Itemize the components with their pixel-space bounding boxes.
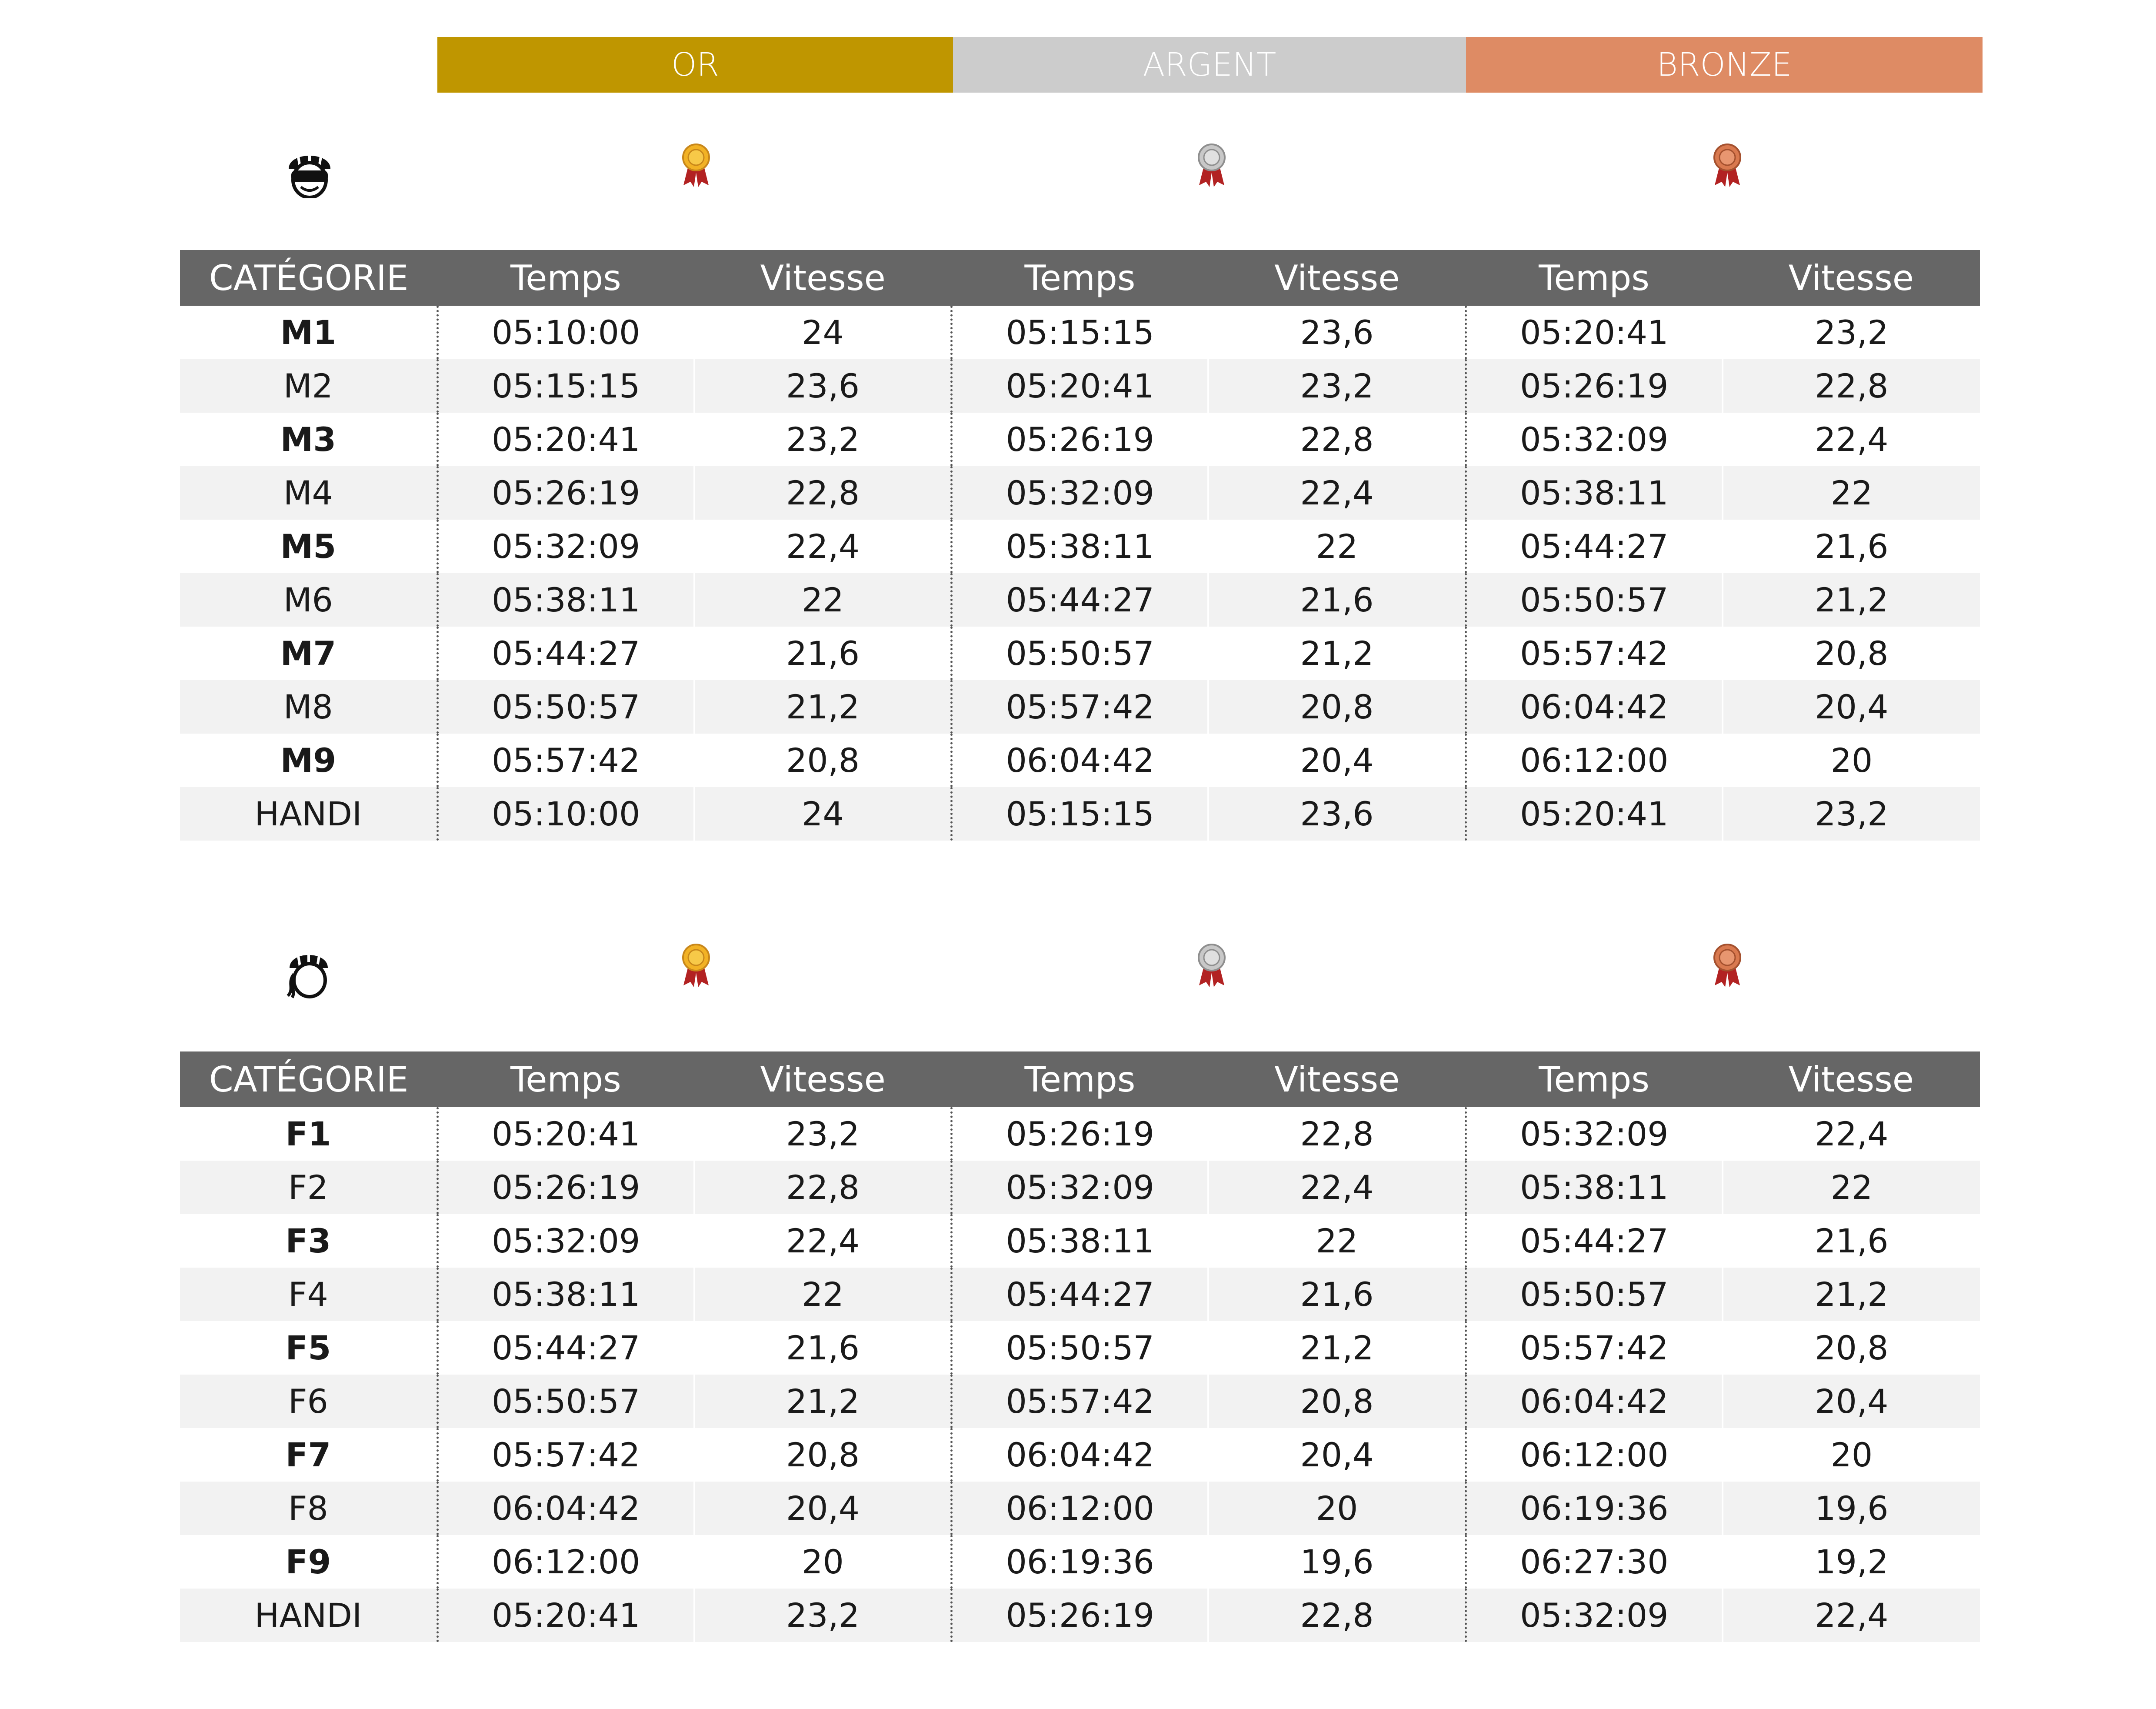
- time-bronze-cell: 05:32:09: [1466, 1589, 1722, 1642]
- time-bronze-cell: 06:27:30: [1520, 1542, 1669, 1581]
- time-bronze-cell: 05:50:57: [1466, 573, 1722, 627]
- gold-medal-icon: [682, 944, 710, 987]
- time-bronze-cell: 05:38:11: [1466, 466, 1722, 520]
- speed-or-cell: 22,8: [694, 1161, 952, 1214]
- cyclist-helmet-man-icon: [285, 144, 334, 198]
- time-bronze-cell: 06:12:00: [1520, 1435, 1669, 1474]
- time-argent-cell: 06:04:42: [1006, 1435, 1154, 1474]
- speed-argent-cell: 22: [1208, 1214, 1466, 1268]
- medal-label-bronze: BRONZE: [1466, 37, 1983, 93]
- time-argent-cell: 05:44:27: [952, 1268, 1208, 1321]
- category-cell: M5: [180, 520, 437, 573]
- women-icon-row: [0, 944, 2156, 1000]
- category-cell: M4: [180, 466, 437, 520]
- speed-bronze-cell: 20,4: [1723, 680, 1980, 734]
- header-category: CATÉGORIE: [180, 1051, 437, 1107]
- speed-argent-cell: 23,6: [1208, 306, 1466, 359]
- category-cell: HANDI: [180, 1589, 437, 1642]
- table-row: [180, 1428, 1980, 1482]
- speed-bronze-cell: 22,4: [1723, 413, 1980, 466]
- speed-or-cell: 22,4: [694, 520, 952, 573]
- speed-or-cell: 23,2: [694, 1107, 952, 1161]
- time-argent-cell: 05:38:11: [1006, 527, 1154, 566]
- medal-label-or: OR: [437, 37, 953, 93]
- header-speed-bronze: Vitesse: [1723, 1051, 1980, 1107]
- table-row: [180, 627, 1980, 680]
- category-cell: F7: [180, 1428, 437, 1482]
- time-or-cell: 05:26:19: [437, 466, 694, 520]
- header-time-bronze: Temps: [1466, 250, 1722, 306]
- category-cell: HANDI: [180, 787, 437, 841]
- header-speed-argent: Vitesse: [1208, 1051, 1466, 1107]
- speed-bronze-cell: 22: [1723, 466, 1980, 520]
- header-time-or: Temps: [437, 250, 694, 306]
- speed-argent-cell: 22,8: [1208, 1589, 1466, 1642]
- speed-or-cell: 21,6: [694, 1321, 952, 1375]
- speed-bronze-cell: 22,4: [1723, 1589, 1980, 1642]
- time-bronze-cell: 06:12:00: [1520, 741, 1669, 780]
- time-bronze-cell: 05:57:42: [1520, 1328, 1669, 1367]
- time-argent-cell: 05:50:57: [1006, 1328, 1154, 1367]
- category-cell: M6: [180, 573, 437, 627]
- men-table-body: [180, 306, 1980, 841]
- speed-bronze-cell: 19,2: [1723, 1535, 1980, 1589]
- speed-argent-cell: 20,4: [1208, 734, 1466, 787]
- time-bronze-cell: 05:44:27: [1520, 1222, 1669, 1260]
- speed-argent-cell: 20,4: [1208, 1428, 1466, 1482]
- speed-argent-cell: 22,8: [1208, 413, 1466, 466]
- table-row: [180, 734, 1980, 787]
- table-row: [180, 1321, 1980, 1375]
- time-or-cell: 05:10:00: [437, 787, 694, 841]
- time-or-cell: 05:32:09: [492, 1222, 640, 1260]
- time-bronze-cell: 05:50:57: [1466, 1268, 1722, 1321]
- speed-or-cell: 22,8: [694, 466, 952, 520]
- time-or-cell: 05:57:42: [492, 741, 640, 780]
- time-bronze-cell: 05:38:11: [1466, 1161, 1722, 1214]
- speed-argent-cell: 21,2: [1208, 627, 1466, 680]
- speed-argent-cell: 22: [1208, 520, 1466, 573]
- silver-medal-icon: [1197, 944, 1226, 987]
- header-speed-bronze: Vitesse: [1723, 250, 1980, 306]
- women-time-table: [180, 1051, 1980, 1642]
- time-or-cell: 06:04:42: [437, 1482, 694, 1535]
- speed-bronze-cell: 22,4: [1723, 1107, 1980, 1161]
- table-row: [180, 520, 1980, 573]
- speed-bronze-cell: 20,4: [1723, 1375, 1980, 1428]
- table-header-row: [180, 250, 1980, 306]
- header-time-argent: Temps: [952, 1051, 1208, 1107]
- category-cell: M8: [180, 680, 437, 734]
- header-speed-or: Vitesse: [694, 250, 952, 306]
- speed-bronze-cell: 20: [1723, 734, 1980, 787]
- speed-bronze-cell: 20,8: [1723, 1321, 1980, 1375]
- women-table-body: [180, 1107, 1980, 1642]
- time-bronze-cell: 06:19:36: [1466, 1482, 1722, 1535]
- speed-bronze-cell: 21,6: [1723, 520, 1980, 573]
- speed-argent-cell: 22,4: [1208, 1161, 1466, 1214]
- men-icon-row: [0, 144, 2156, 200]
- table-row: [180, 1589, 1980, 1642]
- medal-header-bar: [437, 37, 1983, 93]
- time-bronze-cell: 05:20:41: [1466, 787, 1722, 841]
- header-category: CATÉGORIE: [180, 250, 437, 306]
- time-or-cell: 05:50:57: [437, 680, 694, 734]
- category-cell: F2: [180, 1161, 437, 1214]
- speed-bronze-cell: 21,2: [1723, 1268, 1980, 1321]
- silver-medal-icon: [1197, 144, 1226, 187]
- speed-bronze-cell: 23,2: [1723, 787, 1980, 841]
- gold-medal-icon: [682, 144, 710, 187]
- table-row: [180, 680, 1980, 734]
- time-or-cell: 05:20:41: [492, 1115, 640, 1153]
- time-or-cell: 05:44:27: [492, 634, 640, 673]
- table-row: [180, 413, 1980, 466]
- speed-or-cell: 24: [694, 306, 952, 359]
- speed-or-cell: 22,4: [694, 1214, 952, 1268]
- speed-or-cell: 23,2: [694, 413, 952, 466]
- cyclist-helmet-woman-icon: [284, 944, 333, 998]
- time-argent-cell: 05:57:42: [952, 1375, 1208, 1428]
- speed-bronze-cell: 22,8: [1723, 359, 1980, 413]
- speed-argent-cell: 20: [1208, 1482, 1466, 1535]
- time-bronze-cell: 05:44:27: [1520, 527, 1669, 566]
- speed-bronze-cell: 19,6: [1723, 1482, 1980, 1535]
- time-bronze-cell: 05:26:19: [1466, 359, 1722, 413]
- category-cell: F8: [180, 1482, 437, 1535]
- time-or-cell: 05:26:19: [437, 1161, 694, 1214]
- time-or-cell: 05:15:15: [437, 359, 694, 413]
- bronze-medal-icon: [1713, 144, 1742, 187]
- header-speed-argent: Vitesse: [1208, 250, 1466, 306]
- table-row: [180, 359, 1980, 413]
- category-cell: F4: [180, 1268, 437, 1321]
- time-bronze-cell: 05:32:09: [1520, 420, 1669, 459]
- speed-or-cell: 23,2: [694, 1589, 952, 1642]
- time-or-cell: 05:32:09: [492, 527, 640, 566]
- table-row: [180, 1107, 1980, 1161]
- time-or-cell: 06:12:00: [492, 1542, 640, 1581]
- medal-label-argent: ARGENT: [953, 37, 1466, 93]
- time-argent-cell: 06:04:42: [1006, 741, 1154, 780]
- header-time-or: Temps: [437, 1051, 694, 1107]
- time-argent-cell: 05:20:41: [952, 359, 1208, 413]
- speed-or-cell: 21,2: [694, 1375, 952, 1428]
- speed-bronze-cell: 20: [1723, 1428, 1980, 1482]
- speed-argent-cell: 23,6: [1208, 787, 1466, 841]
- table-row: [180, 1161, 1980, 1214]
- time-argent-cell: 06:12:00: [952, 1482, 1208, 1535]
- speed-or-cell: 22: [694, 573, 952, 627]
- time-or-cell: 05:57:42: [492, 1435, 640, 1474]
- category-cell: F9: [180, 1535, 437, 1589]
- table-row: [180, 787, 1980, 841]
- header-speed-or: Vitesse: [694, 1051, 952, 1107]
- category-cell: M1: [180, 306, 437, 359]
- speed-or-cell: 20,4: [694, 1482, 952, 1535]
- speed-bronze-cell: 21,6: [1723, 1214, 1980, 1268]
- time-or-cell: 05:44:27: [492, 1328, 640, 1367]
- men-time-table: [180, 250, 1980, 841]
- category-cell: M9: [180, 734, 437, 787]
- table-row: [180, 1535, 1980, 1589]
- header-time-argent: Temps: [952, 250, 1208, 306]
- time-argent-cell: 05:32:09: [952, 1161, 1208, 1214]
- time-argent-cell: 05:50:57: [1006, 634, 1154, 673]
- time-bronze-cell: 05:57:42: [1520, 634, 1669, 673]
- time-or-cell: 05:38:11: [437, 573, 694, 627]
- time-or-cell: 05:10:00: [492, 313, 640, 352]
- category-cell: F6: [180, 1375, 437, 1428]
- speed-or-cell: 23,6: [694, 359, 952, 413]
- time-or-cell: 05:20:41: [437, 1589, 694, 1642]
- header-time-bronze: Temps: [1466, 1051, 1722, 1107]
- time-bronze-cell: 05:20:41: [1520, 313, 1669, 352]
- table-row: [180, 306, 1980, 359]
- speed-argent-cell: 19,6: [1208, 1535, 1466, 1589]
- speed-bronze-cell: 22: [1723, 1161, 1980, 1214]
- table-row: [180, 1375, 1980, 1428]
- table-row: [180, 573, 1980, 627]
- table-row: [180, 466, 1980, 520]
- category-cell: M7: [180, 627, 437, 680]
- time-argent-cell: 05:57:42: [952, 680, 1208, 734]
- category-cell: M3: [180, 413, 437, 466]
- speed-argent-cell: 23,2: [1208, 359, 1466, 413]
- time-argent-cell: 06:19:36: [1006, 1542, 1154, 1581]
- time-bronze-cell: 05:32:09: [1520, 1115, 1669, 1153]
- time-argent-cell: 05:32:09: [952, 466, 1208, 520]
- table-row: [180, 1268, 1980, 1321]
- time-or-cell: 05:38:11: [437, 1268, 694, 1321]
- speed-argent-cell: 22,4: [1208, 466, 1466, 520]
- table-header-row: [180, 1051, 1980, 1107]
- speed-argent-cell: 21,6: [1208, 1268, 1466, 1321]
- speed-bronze-cell: 20,8: [1723, 627, 1980, 680]
- category-cell: F5: [180, 1321, 437, 1375]
- speed-or-cell: 21,2: [694, 680, 952, 734]
- time-argent-cell: 05:38:11: [1006, 1222, 1154, 1260]
- speed-bronze-cell: 21,2: [1723, 573, 1980, 627]
- time-or-cell: 05:20:41: [492, 420, 640, 459]
- time-argent-cell: 05:26:19: [952, 1589, 1208, 1642]
- bronze-medal-icon: [1713, 944, 1742, 987]
- speed-or-cell: 20,8: [694, 734, 952, 787]
- time-argent-cell: 05:44:27: [952, 573, 1208, 627]
- time-bronze-cell: 06:04:42: [1466, 1375, 1722, 1428]
- table-row: [180, 1214, 1980, 1268]
- speed-argent-cell: 21,2: [1208, 1321, 1466, 1375]
- category-cell: F3: [180, 1214, 437, 1268]
- table-row: [180, 1482, 1980, 1535]
- category-cell: F1: [180, 1107, 437, 1161]
- time-argent-cell: 05:15:15: [1006, 313, 1154, 352]
- speed-argent-cell: 21,6: [1208, 573, 1466, 627]
- time-argent-cell: 05:26:19: [1006, 420, 1154, 459]
- speed-argent-cell: 22,8: [1208, 1107, 1466, 1161]
- speed-or-cell: 24: [694, 787, 952, 841]
- speed-argent-cell: 20,8: [1208, 1375, 1466, 1428]
- speed-or-cell: 20,8: [694, 1428, 952, 1482]
- speed-bronze-cell: 23,2: [1723, 306, 1980, 359]
- speed-or-cell: 21,6: [694, 627, 952, 680]
- time-or-cell: 05:50:57: [437, 1375, 694, 1428]
- time-argent-cell: 05:26:19: [1006, 1115, 1154, 1153]
- speed-or-cell: 20: [694, 1535, 952, 1589]
- category-cell: M2: [180, 359, 437, 413]
- time-argent-cell: 05:15:15: [952, 787, 1208, 841]
- time-bronze-cell: 06:04:42: [1466, 680, 1722, 734]
- speed-or-cell: 22: [694, 1268, 952, 1321]
- speed-argent-cell: 20,8: [1208, 680, 1466, 734]
